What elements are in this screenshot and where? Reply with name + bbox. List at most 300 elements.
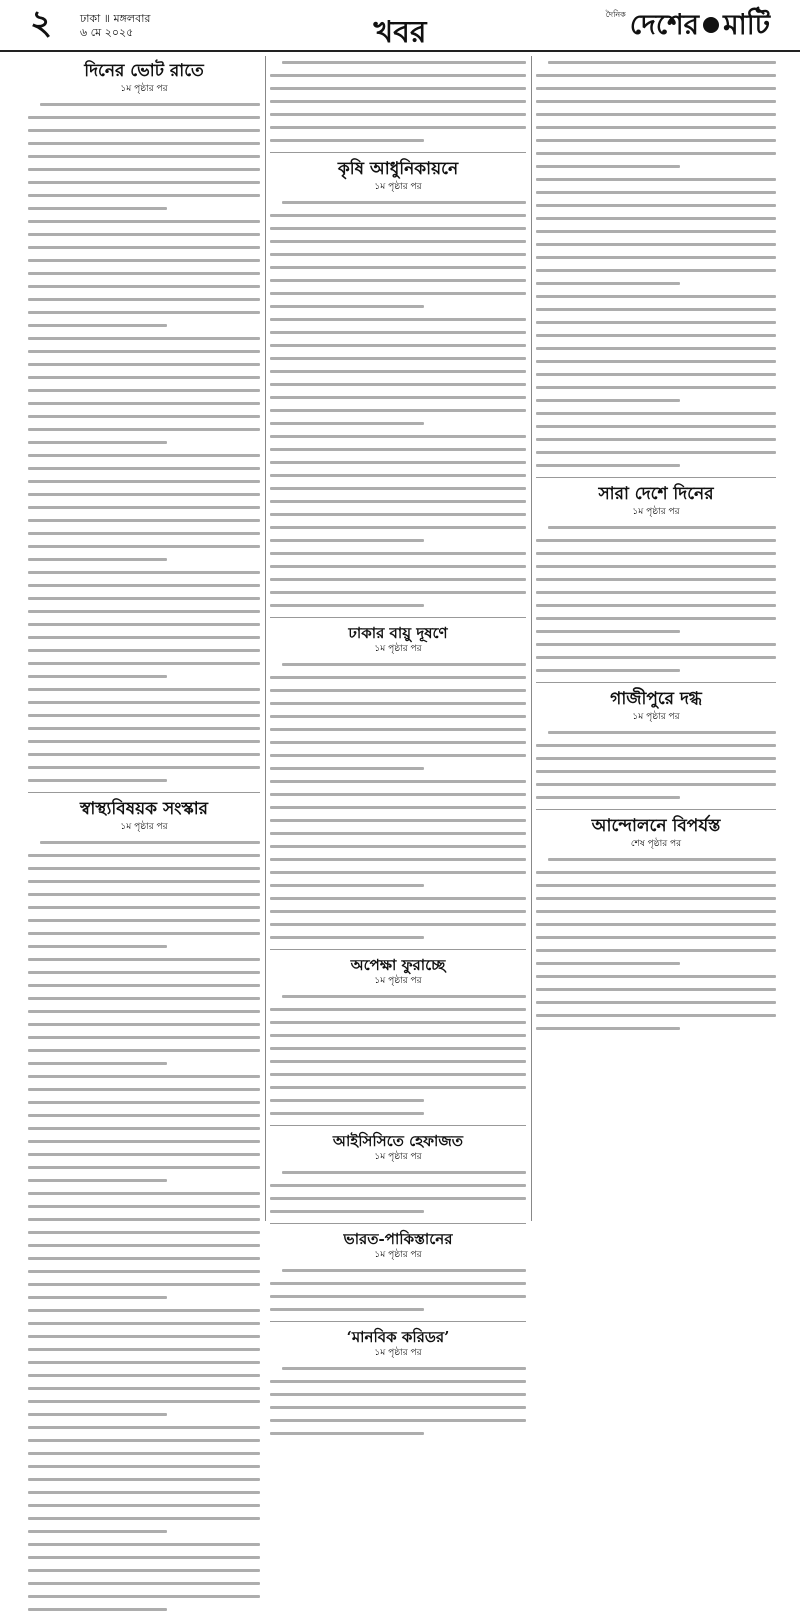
text-line	[28, 1031, 260, 1044]
text-line	[28, 1499, 260, 1512]
text-line	[28, 410, 260, 423]
text-line	[28, 1590, 260, 1603]
text-line	[270, 287, 526, 300]
date-weekday: ঢাকা ॥ মঙ্গলবার	[80, 12, 151, 25]
text-line	[28, 888, 260, 901]
text-line	[270, 1003, 526, 1016]
text-line	[270, 684, 526, 697]
text-line	[536, 957, 776, 970]
text-line	[28, 475, 260, 488]
text-line	[28, 979, 260, 992]
text-line	[28, 748, 260, 761]
text-line	[28, 605, 260, 618]
text-line	[270, 508, 526, 521]
text-line	[536, 446, 776, 459]
text-line	[270, 482, 526, 495]
text-line	[28, 709, 260, 722]
continuation-note: ১ম পৃষ্ঠার পর	[374, 1348, 422, 1358]
text-line	[28, 371, 260, 384]
text-line	[536, 355, 776, 368]
column-middle	[270, 56, 526, 1358]
text-line	[270, 918, 526, 931]
story-separator	[270, 1125, 526, 1126]
text-line	[270, 430, 526, 443]
text-line	[270, 1068, 526, 1081]
text-line	[536, 931, 776, 944]
text-line	[28, 579, 260, 592]
text-line	[28, 1252, 260, 1265]
text-line	[536, 238, 776, 251]
text-line	[28, 901, 260, 914]
text-line	[536, 739, 776, 752]
headline: আন্দোলনে বিপর্যস্ত	[591, 816, 721, 836]
text-line	[28, 1317, 260, 1330]
text-line	[28, 1447, 260, 1460]
text-line	[28, 150, 260, 163]
text-line	[28, 1161, 260, 1174]
text-line	[28, 1473, 260, 1486]
text-line	[270, 814, 526, 827]
text-line	[270, 248, 526, 261]
headline: ঢাকার বায়ু দূষণে	[348, 624, 448, 642]
text-line	[28, 1369, 260, 1382]
continuation-note: ১ম পৃষ্ঠার পর	[374, 182, 422, 192]
text-line	[28, 1135, 260, 1148]
text-line	[28, 137, 260, 150]
text-line	[28, 1421, 260, 1434]
text-line	[270, 1427, 526, 1440]
text-line	[28, 953, 260, 966]
story-separator	[270, 949, 526, 950]
text-line	[270, 134, 526, 147]
text-line	[28, 1044, 260, 1057]
text-line	[536, 329, 776, 342]
article-body	[536, 853, 776, 1035]
article-body	[28, 98, 260, 787]
text-line	[28, 722, 260, 735]
masthead	[0, 0, 800, 52]
text-line	[28, 1304, 260, 1317]
continuation-note: ১ম পৃষ্ঠার পর	[374, 976, 422, 986]
text-line	[28, 293, 260, 306]
text-line	[536, 134, 776, 147]
article-body	[270, 1362, 526, 1440]
headline: দিনের ভোট রাতে	[84, 61, 204, 81]
story-separator	[28, 792, 260, 793]
text-line	[28, 1057, 260, 1070]
text-line	[28, 657, 260, 670]
text-line	[536, 459, 776, 472]
text-line	[28, 992, 260, 1005]
text-line	[270, 313, 526, 326]
newspaper-logo	[606, 8, 770, 42]
article-body	[536, 726, 776, 804]
text-line	[28, 319, 260, 332]
headline: গাজীপুরে দগ্ধ	[610, 689, 702, 709]
text-line	[28, 202, 260, 215]
article-body	[270, 658, 526, 944]
text-line	[270, 1277, 526, 1290]
text-line	[270, 853, 526, 866]
continuation-note: ১ম পৃষ্ঠার পর	[374, 1152, 422, 1162]
text-line	[28, 449, 260, 462]
text-line	[270, 671, 526, 684]
text-line	[28, 306, 260, 319]
text-line	[270, 697, 526, 710]
text-line	[270, 121, 526, 134]
text-line	[536, 212, 776, 225]
text-line	[270, 547, 526, 560]
text-line	[536, 791, 776, 804]
article-body	[270, 1166, 526, 1218]
text-line	[270, 352, 526, 365]
text-line	[28, 215, 260, 228]
text-line	[536, 407, 776, 420]
text-line	[28, 1096, 260, 1109]
continuation-note: ১ম পৃষ্ঠার পর	[632, 712, 680, 722]
text-line	[536, 547, 776, 560]
text-line	[28, 1213, 260, 1226]
text-line	[270, 209, 526, 222]
text-line	[270, 456, 526, 469]
headline: স্বাস্থ্যবিষয়ক সংস্কার	[79, 799, 209, 819]
text-line	[270, 1401, 526, 1414]
article-body	[536, 56, 776, 472]
text-line	[270, 1094, 526, 1107]
headline: কৃষি আধুনিকায়নে	[337, 159, 459, 179]
text-line	[28, 124, 260, 137]
story-separator	[536, 682, 776, 683]
text-line	[270, 339, 526, 352]
text-line	[270, 990, 526, 1003]
text-line	[28, 397, 260, 410]
text-line	[270, 573, 526, 586]
text-line	[270, 1192, 526, 1205]
story-separator	[270, 617, 526, 618]
text-line	[536, 879, 776, 892]
text-line	[28, 540, 260, 553]
text-line	[536, 983, 776, 996]
text-line	[28, 631, 260, 644]
text-line	[28, 462, 260, 475]
text-line	[536, 905, 776, 918]
text-line	[28, 644, 260, 657]
text-line	[28, 553, 260, 566]
text-line	[536, 560, 776, 573]
text-line	[270, 1290, 526, 1303]
text-line	[536, 625, 776, 638]
text-line	[270, 1081, 526, 1094]
article-body	[270, 196, 526, 612]
text-line	[536, 264, 776, 277]
story-separator	[270, 1321, 526, 1322]
text-line	[270, 1107, 526, 1120]
text-line	[28, 927, 260, 940]
text-line	[28, 1538, 260, 1551]
text-line	[536, 160, 776, 173]
text-line	[270, 892, 526, 905]
text-line	[270, 599, 526, 612]
text-line	[536, 277, 776, 290]
text-line	[536, 586, 776, 599]
text-line	[536, 316, 776, 329]
text-line	[536, 225, 776, 238]
text-line	[28, 1512, 260, 1525]
text-line	[28, 1187, 260, 1200]
text-line	[28, 488, 260, 501]
text-line	[536, 433, 776, 446]
text-line	[270, 879, 526, 892]
text-line	[270, 710, 526, 723]
story-separator	[536, 477, 776, 478]
continuation-note: ১ম পৃষ্ঠার পর	[120, 822, 168, 832]
text-line	[536, 612, 776, 625]
text-line	[536, 638, 776, 651]
story-separator	[536, 809, 776, 810]
text-line	[28, 875, 260, 888]
text-line	[28, 1486, 260, 1499]
article-body	[536, 521, 776, 677]
text-line	[536, 121, 776, 134]
date-day: ৬ মে ২০২৫	[80, 26, 134, 39]
text-line	[28, 1018, 260, 1031]
text-line	[270, 1055, 526, 1068]
text-line	[270, 560, 526, 573]
text-line	[28, 267, 260, 280]
text-line	[270, 1388, 526, 1401]
text-line	[270, 1303, 526, 1316]
text-line	[28, 345, 260, 358]
text-line	[536, 82, 776, 95]
text-line	[28, 914, 260, 927]
text-line	[536, 303, 776, 316]
text-line	[28, 1551, 260, 1564]
continuation-note: ১ম পৃষ্ঠার পর	[374, 1250, 422, 1260]
text-line	[270, 235, 526, 248]
text-line	[28, 98, 260, 111]
brand-name-right: মাটি	[723, 8, 770, 41]
text-line	[28, 332, 260, 345]
brand-tag: দৈনিক	[605, 10, 626, 19]
continuation-note: ১ম পৃষ্ঠার পর	[120, 84, 168, 94]
text-line	[270, 495, 526, 508]
text-line	[28, 1356, 260, 1369]
text-line	[28, 423, 260, 436]
text-line	[270, 196, 526, 209]
text-line	[270, 95, 526, 108]
text-line	[28, 1200, 260, 1213]
text-line	[270, 443, 526, 456]
continuation-note: শেষ পৃষ্ঠার পর	[630, 839, 682, 849]
text-line	[270, 931, 526, 944]
text-line	[270, 1414, 526, 1427]
text-line	[270, 222, 526, 235]
text-line	[270, 534, 526, 547]
text-line	[28, 1109, 260, 1122]
text-line	[270, 56, 526, 69]
text-line	[28, 189, 260, 202]
text-line	[28, 1265, 260, 1278]
text-line	[28, 1239, 260, 1252]
text-line	[28, 1525, 260, 1538]
text-line	[270, 775, 526, 788]
text-line	[270, 300, 526, 313]
headline: অপেক্ষা ফুরাচ্ছে	[350, 956, 446, 974]
text-line	[28, 228, 260, 241]
text-line	[28, 1564, 260, 1577]
article-body	[270, 990, 526, 1120]
text-line	[536, 853, 776, 866]
headline: ভারত-পাকিস্তানের	[343, 1230, 453, 1248]
text-line	[28, 1278, 260, 1291]
text-line	[270, 1362, 526, 1375]
text-line	[28, 670, 260, 683]
text-line	[270, 801, 526, 814]
text-line	[536, 726, 776, 739]
text-line	[536, 56, 776, 69]
text-line	[270, 469, 526, 482]
text-line	[270, 762, 526, 775]
text-line	[28, 1083, 260, 1096]
text-line	[28, 966, 260, 979]
text-line	[28, 1330, 260, 1343]
article-body	[270, 1264, 526, 1316]
text-line	[270, 521, 526, 534]
text-line	[536, 765, 776, 778]
text-line	[28, 1603, 260, 1616]
text-line	[270, 1205, 526, 1218]
text-line	[28, 862, 260, 875]
text-line	[28, 1291, 260, 1304]
text-line	[270, 866, 526, 879]
text-line	[270, 749, 526, 762]
brand-name-left: দেশের	[629, 8, 700, 41]
text-line	[536, 368, 776, 381]
text-line	[270, 1042, 526, 1055]
story-separator	[270, 152, 526, 153]
text-line	[536, 342, 776, 355]
text-line	[28, 436, 260, 449]
text-line	[536, 944, 776, 957]
text-line	[536, 69, 776, 82]
headline: সারা দেশে দিনের	[598, 484, 714, 504]
text-line	[536, 199, 776, 212]
text-line	[536, 394, 776, 407]
text-line	[536, 521, 776, 534]
text-line	[270, 1016, 526, 1029]
text-line	[28, 1395, 260, 1408]
text-line	[28, 566, 260, 579]
text-line	[28, 111, 260, 124]
text-line	[28, 358, 260, 371]
text-line	[270, 391, 526, 404]
text-line	[270, 1029, 526, 1042]
text-line	[28, 1005, 260, 1018]
text-line	[536, 918, 776, 931]
text-line	[536, 599, 776, 612]
text-line	[28, 1382, 260, 1395]
text-line	[28, 254, 260, 267]
text-line	[536, 108, 776, 121]
column-divider	[265, 56, 266, 1221]
text-line	[28, 163, 260, 176]
story-separator	[270, 1223, 526, 1224]
text-line	[270, 108, 526, 121]
text-line	[28, 774, 260, 787]
text-line	[270, 82, 526, 95]
text-line	[536, 173, 776, 186]
text-line	[536, 534, 776, 547]
text-line	[536, 892, 776, 905]
text-line	[270, 261, 526, 274]
continuation-note: ১ম পৃষ্ঠার পর	[374, 644, 422, 654]
text-line	[270, 365, 526, 378]
text-line	[536, 752, 776, 765]
page-number: ২	[30, 3, 53, 43]
column-right	[536, 56, 776, 1225]
logo-dot-icon	[703, 17, 719, 33]
text-line	[270, 1166, 526, 1179]
text-line	[28, 384, 260, 397]
text-line	[28, 241, 260, 254]
text-line	[28, 527, 260, 540]
text-line	[28, 683, 260, 696]
text-line	[536, 381, 776, 394]
text-line	[536, 664, 776, 677]
text-line	[28, 940, 260, 953]
text-line	[270, 586, 526, 599]
text-line	[28, 1460, 260, 1473]
text-line	[270, 827, 526, 840]
text-line	[270, 788, 526, 801]
text-line	[536, 1009, 776, 1022]
text-line	[28, 836, 260, 849]
text-line	[536, 1022, 776, 1035]
text-line	[28, 849, 260, 862]
text-line	[270, 736, 526, 749]
text-line	[270, 69, 526, 82]
section-title: খবর	[373, 15, 427, 50]
text-line	[28, 1174, 260, 1187]
text-line	[536, 573, 776, 586]
column-left	[28, 56, 260, 1225]
text-line	[28, 280, 260, 293]
text-line	[536, 970, 776, 983]
headline: ‘মানবিক করিডর’	[346, 1328, 450, 1346]
text-line	[28, 176, 260, 189]
text-line	[270, 1264, 526, 1277]
text-line	[28, 1122, 260, 1135]
text-line	[28, 501, 260, 514]
text-line	[28, 592, 260, 605]
text-line	[270, 840, 526, 853]
text-line	[536, 186, 776, 199]
text-line	[270, 404, 526, 417]
text-line	[536, 95, 776, 108]
text-line	[28, 1343, 260, 1356]
text-line	[270, 1179, 526, 1192]
column-divider	[531, 56, 532, 1221]
text-line	[536, 778, 776, 791]
text-line	[270, 723, 526, 736]
article-body	[28, 836, 260, 1616]
text-line	[270, 326, 526, 339]
text-line	[536, 420, 776, 433]
text-line	[28, 1148, 260, 1161]
text-line	[536, 147, 776, 160]
article-body	[270, 56, 526, 147]
text-line	[270, 417, 526, 430]
